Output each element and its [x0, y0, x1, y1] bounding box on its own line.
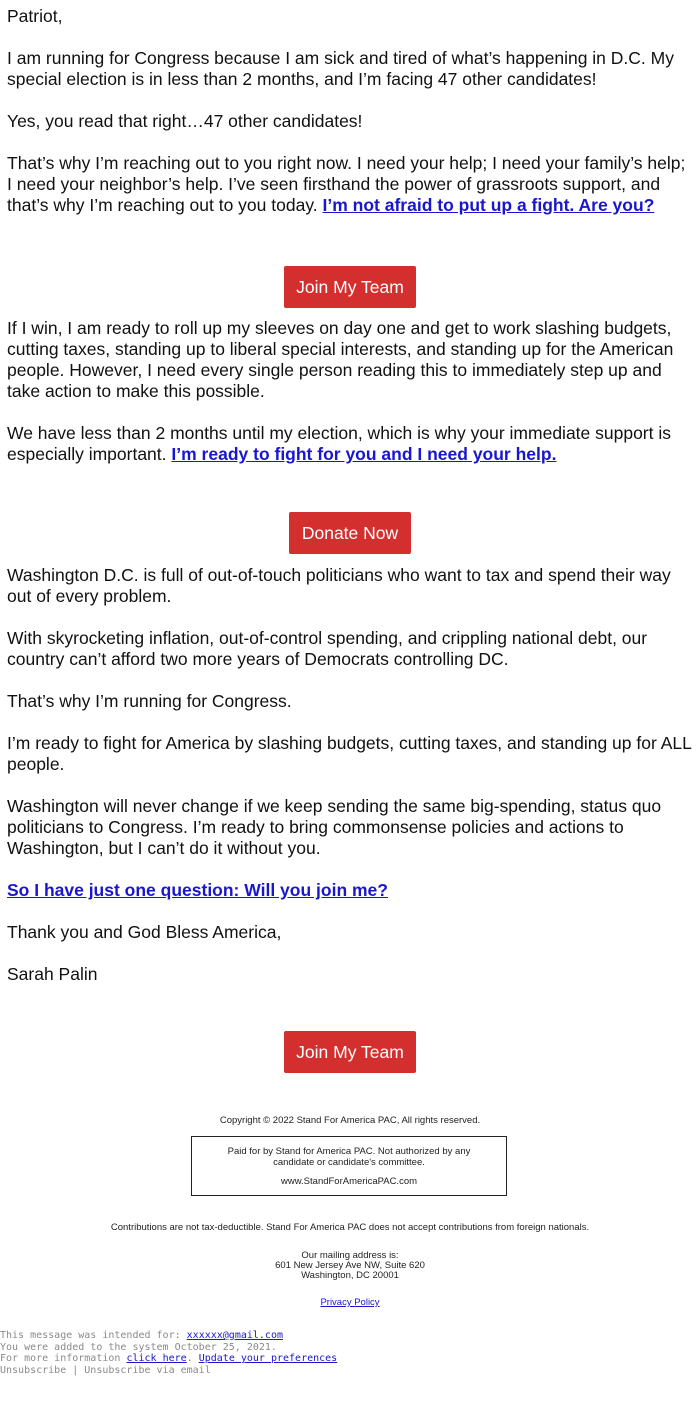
paid-for-text: Paid for by Stand for America PAC. Not authorized by any candidate or candidate's committee. — [227, 1146, 471, 1168]
paragraph-inflation: With skyrocketing inflation, out-of-control spending, and crippling national debt, our country can’t afford two more years of Democrats controlling DC. — [7, 628, 648, 669]
paragraph-fight-america: I’m ready to fight for America by slashing budgets, cutting taxes, and standing up for ALL people. — [7, 733, 692, 774]
email-body — [7, 6, 695, 985]
join-team-button-bottom-wrap — [0, 1031, 700, 1073]
fight-link[interactable]: I’m not afraid to put up a fight. Are you? — [322, 195, 655, 215]
donate-button[interactable]: Donate Now — [289, 512, 411, 554]
privacy-policy-link[interactable]: Privacy Policy — [320, 1297, 380, 1308]
meta-footer — [0, 1330, 700, 1376]
more-info-text: For more information — [0, 1353, 121, 1364]
paragraph-never-change: Washington will never change if we keep sending the same big-spending, status quo politicians to Congress. I’m ready to bring commonsense policies and actions to Washington, but I can’t do it without you. — [7, 796, 662, 858]
paragraph-text: That’s why I’m reaching out to you right now. I need your help; I need your family’s help; I need your neighbor’s help. I’ve seen firsthand the power of grassroots support, and that’s why I’m reaching out to you today. — [7, 153, 686, 215]
copyright: Copyright © 2022 Stand For America PAC, All rights reserved. — [219, 1115, 481, 1126]
paragraph-running: That’s why I’m running for Congress. — [7, 691, 292, 711]
help-link[interactable]: I’m ready to fight for you and I need your help. — [171, 444, 557, 464]
more-info-line: For more information click here. Update your preferences — [0, 1353, 338, 1364]
join-me-link[interactable]: So I have just one question: Will you join me? — [7, 880, 388, 900]
signoff: Thank you and God Bless America, — [7, 922, 282, 942]
join-team-button-bottom[interactable]: Join My Team — [284, 1031, 416, 1073]
address-line2: Washington, DC 20001 — [301, 1270, 399, 1281]
address-line1: 601 New Jersey Ave NW, Suite 620 — [275, 1260, 425, 1271]
added-line: You were added to the system October 25, 2021. — [0, 1341, 277, 1353]
salutation: Patriot, — [7, 6, 63, 26]
intended-line — [0, 1330, 700, 1342]
paragraph-if-i-win: If I win, I am ready to roll up my sleeves on day one and get to work slashing budgets, cutting taxes, standing up to liberal special interests, and standing up for the American people. However, I need every single person reading this to immediately step up and take action to make this possible. — [7, 318, 674, 401]
address-label: Our mailing address is: — [301, 1250, 399, 1261]
paragraph-text: We have less than 2 months until my election, which is why your immediate support is especially important. — [7, 423, 672, 464]
contributions-notice: Contributions are not tax-deductible. Stand For America PAC does not accept contributions from foreign nationals. — [110, 1222, 590, 1233]
join-team-button[interactable]: Join My Team — [284, 266, 416, 308]
paragraph-reaching-out — [7, 153, 695, 216]
mailing-address — [0, 1251, 700, 1281]
join-team-button-wrap — [0, 266, 700, 308]
recipient-email-link[interactable]: xxxxxx@gmail.com — [186, 1330, 283, 1341]
click-here-link[interactable]: click here — [126, 1353, 187, 1364]
unsubscribe-line[interactable]: Unsubscribe | Unsubscribe via email — [0, 1364, 211, 1376]
intended-prefix: This message was intended for: — [0, 1330, 181, 1341]
paragraph-candidates: Yes, you read that right…47 other candidates! — [7, 111, 363, 131]
paid-for-box — [191, 1136, 507, 1196]
paragraph-intro: I am running for Congress because I am sick and tired of what’s happening in D.C. My special election is in less than 2 months, and I’m facing 47 other candidates! — [7, 48, 674, 89]
website: www.StandForAmericaPAC.com — [280, 1176, 418, 1187]
paragraph-washington: Washington D.C. is full of out-of-touch politicians who want to tax and spend their way out of every problem. — [7, 565, 671, 606]
paragraph-question — [7, 880, 695, 901]
update-preferences-link[interactable]: Update your preferences — [198, 1353, 338, 1364]
paragraph-two-months — [7, 423, 695, 465]
signature: Sarah Palin — [7, 964, 98, 984]
privacy-row — [0, 1297, 700, 1308]
donate-button-wrap — [0, 512, 700, 554]
